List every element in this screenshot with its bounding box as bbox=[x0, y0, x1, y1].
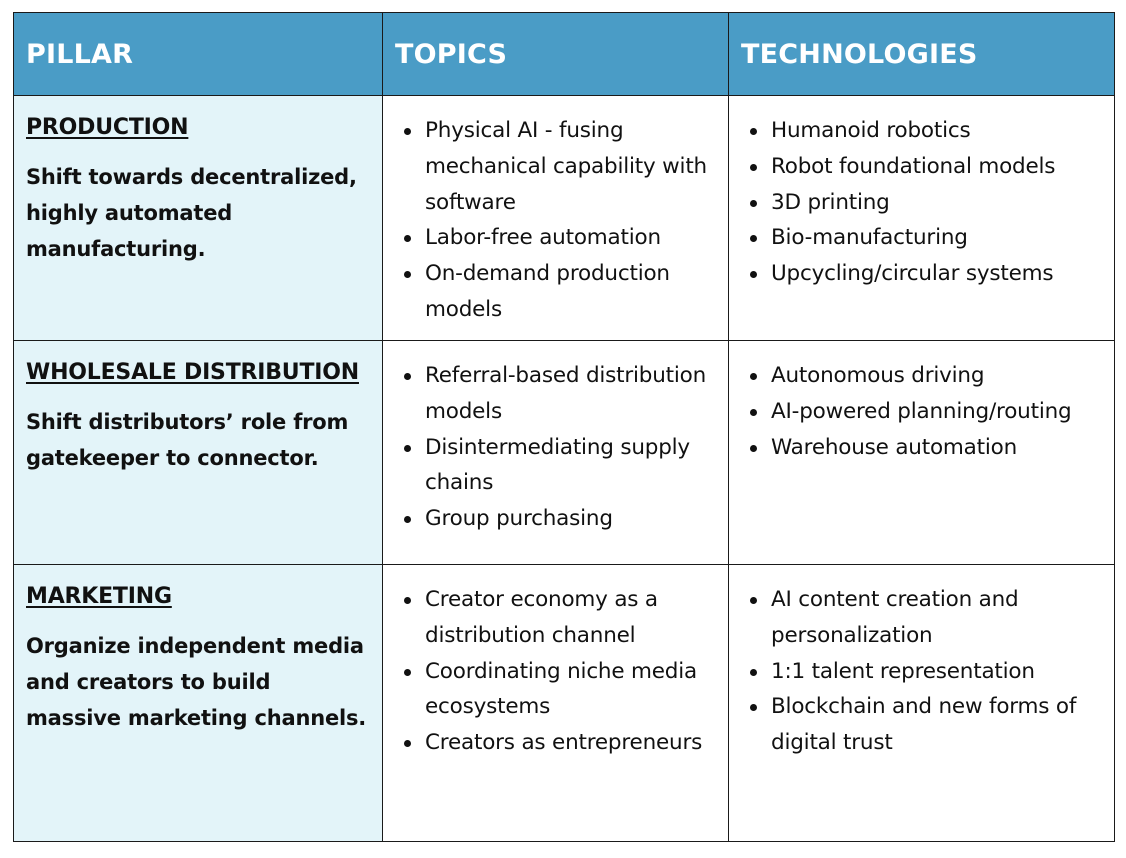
pillar-name: PRODUCTION bbox=[26, 115, 189, 140]
pillar-description: Organize independent media and creators to build massive marketing channels. bbox=[26, 634, 367, 730]
pillar-name: WHOLESALE DISTRIBUTION bbox=[26, 360, 359, 385]
list-item: Group purchasing bbox=[393, 501, 718, 537]
list-item: Warehouse automation bbox=[739, 430, 1104, 466]
pillar-cell-production bbox=[14, 96, 383, 341]
list-item: Labor-free automation bbox=[393, 220, 718, 256]
pillar-description: Shift towards decentralized, highly automated manufacturing. bbox=[26, 165, 357, 261]
list-item: Referral-based distribution models bbox=[393, 358, 718, 430]
list-item: Autonomous driving bbox=[739, 358, 1104, 394]
header-row bbox=[14, 13, 1115, 96]
list-item: Robot foundational models bbox=[739, 149, 1104, 185]
list-item: Blockchain and new forms of digital trust bbox=[739, 689, 1104, 761]
technologies-cell bbox=[729, 341, 1115, 565]
topics-cell bbox=[383, 96, 729, 341]
topics-cell bbox=[383, 565, 729, 842]
table-row bbox=[14, 341, 1115, 565]
header-technologies: TECHNOLOGIES bbox=[729, 13, 1115, 96]
pillar-cell-wholesale-distribution bbox=[14, 341, 383, 565]
list-item: Humanoid robotics bbox=[739, 113, 1104, 149]
list-item: Bio-manufacturing bbox=[739, 220, 1104, 256]
pillar-description: Shift distributors’ role from gatekeeper to connector. bbox=[26, 410, 349, 470]
pillar-name: MARKETING bbox=[26, 584, 172, 609]
list-item: Disintermediating supply chains bbox=[393, 430, 718, 502]
list-item: Coordinating niche media ecosystems bbox=[393, 654, 718, 726]
list-item: AI content creation and personalization bbox=[739, 582, 1104, 654]
list-item: Physical AI - fusing mechanical capability with software bbox=[393, 113, 718, 220]
topics-list bbox=[393, 582, 718, 761]
list-item: Creator economy as a distribution channel bbox=[393, 582, 718, 654]
table-row bbox=[14, 96, 1115, 341]
list-item: On-demand production models bbox=[393, 256, 718, 328]
topics-list bbox=[393, 113, 718, 328]
pillar-cell-marketing bbox=[14, 565, 383, 842]
topics-list bbox=[393, 358, 718, 537]
list-item: 1:1 talent representation bbox=[739, 654, 1104, 690]
list-item: 3D printing bbox=[739, 185, 1104, 221]
list-item: Creators as entrepreneurs bbox=[393, 725, 718, 761]
table-row bbox=[14, 565, 1115, 842]
list-item: Upcycling/circular systems bbox=[739, 256, 1104, 292]
pillars-table bbox=[13, 12, 1115, 842]
technologies-list bbox=[739, 582, 1104, 761]
technologies-cell bbox=[729, 565, 1115, 842]
header-topics: TOPICS bbox=[383, 13, 729, 96]
technologies-cell bbox=[729, 96, 1115, 341]
header-pillar: PILLAR bbox=[14, 13, 383, 96]
topics-cell bbox=[383, 341, 729, 565]
technologies-list bbox=[739, 113, 1104, 292]
technologies-list bbox=[739, 358, 1104, 465]
list-item: AI-powered planning/routing bbox=[739, 394, 1104, 430]
